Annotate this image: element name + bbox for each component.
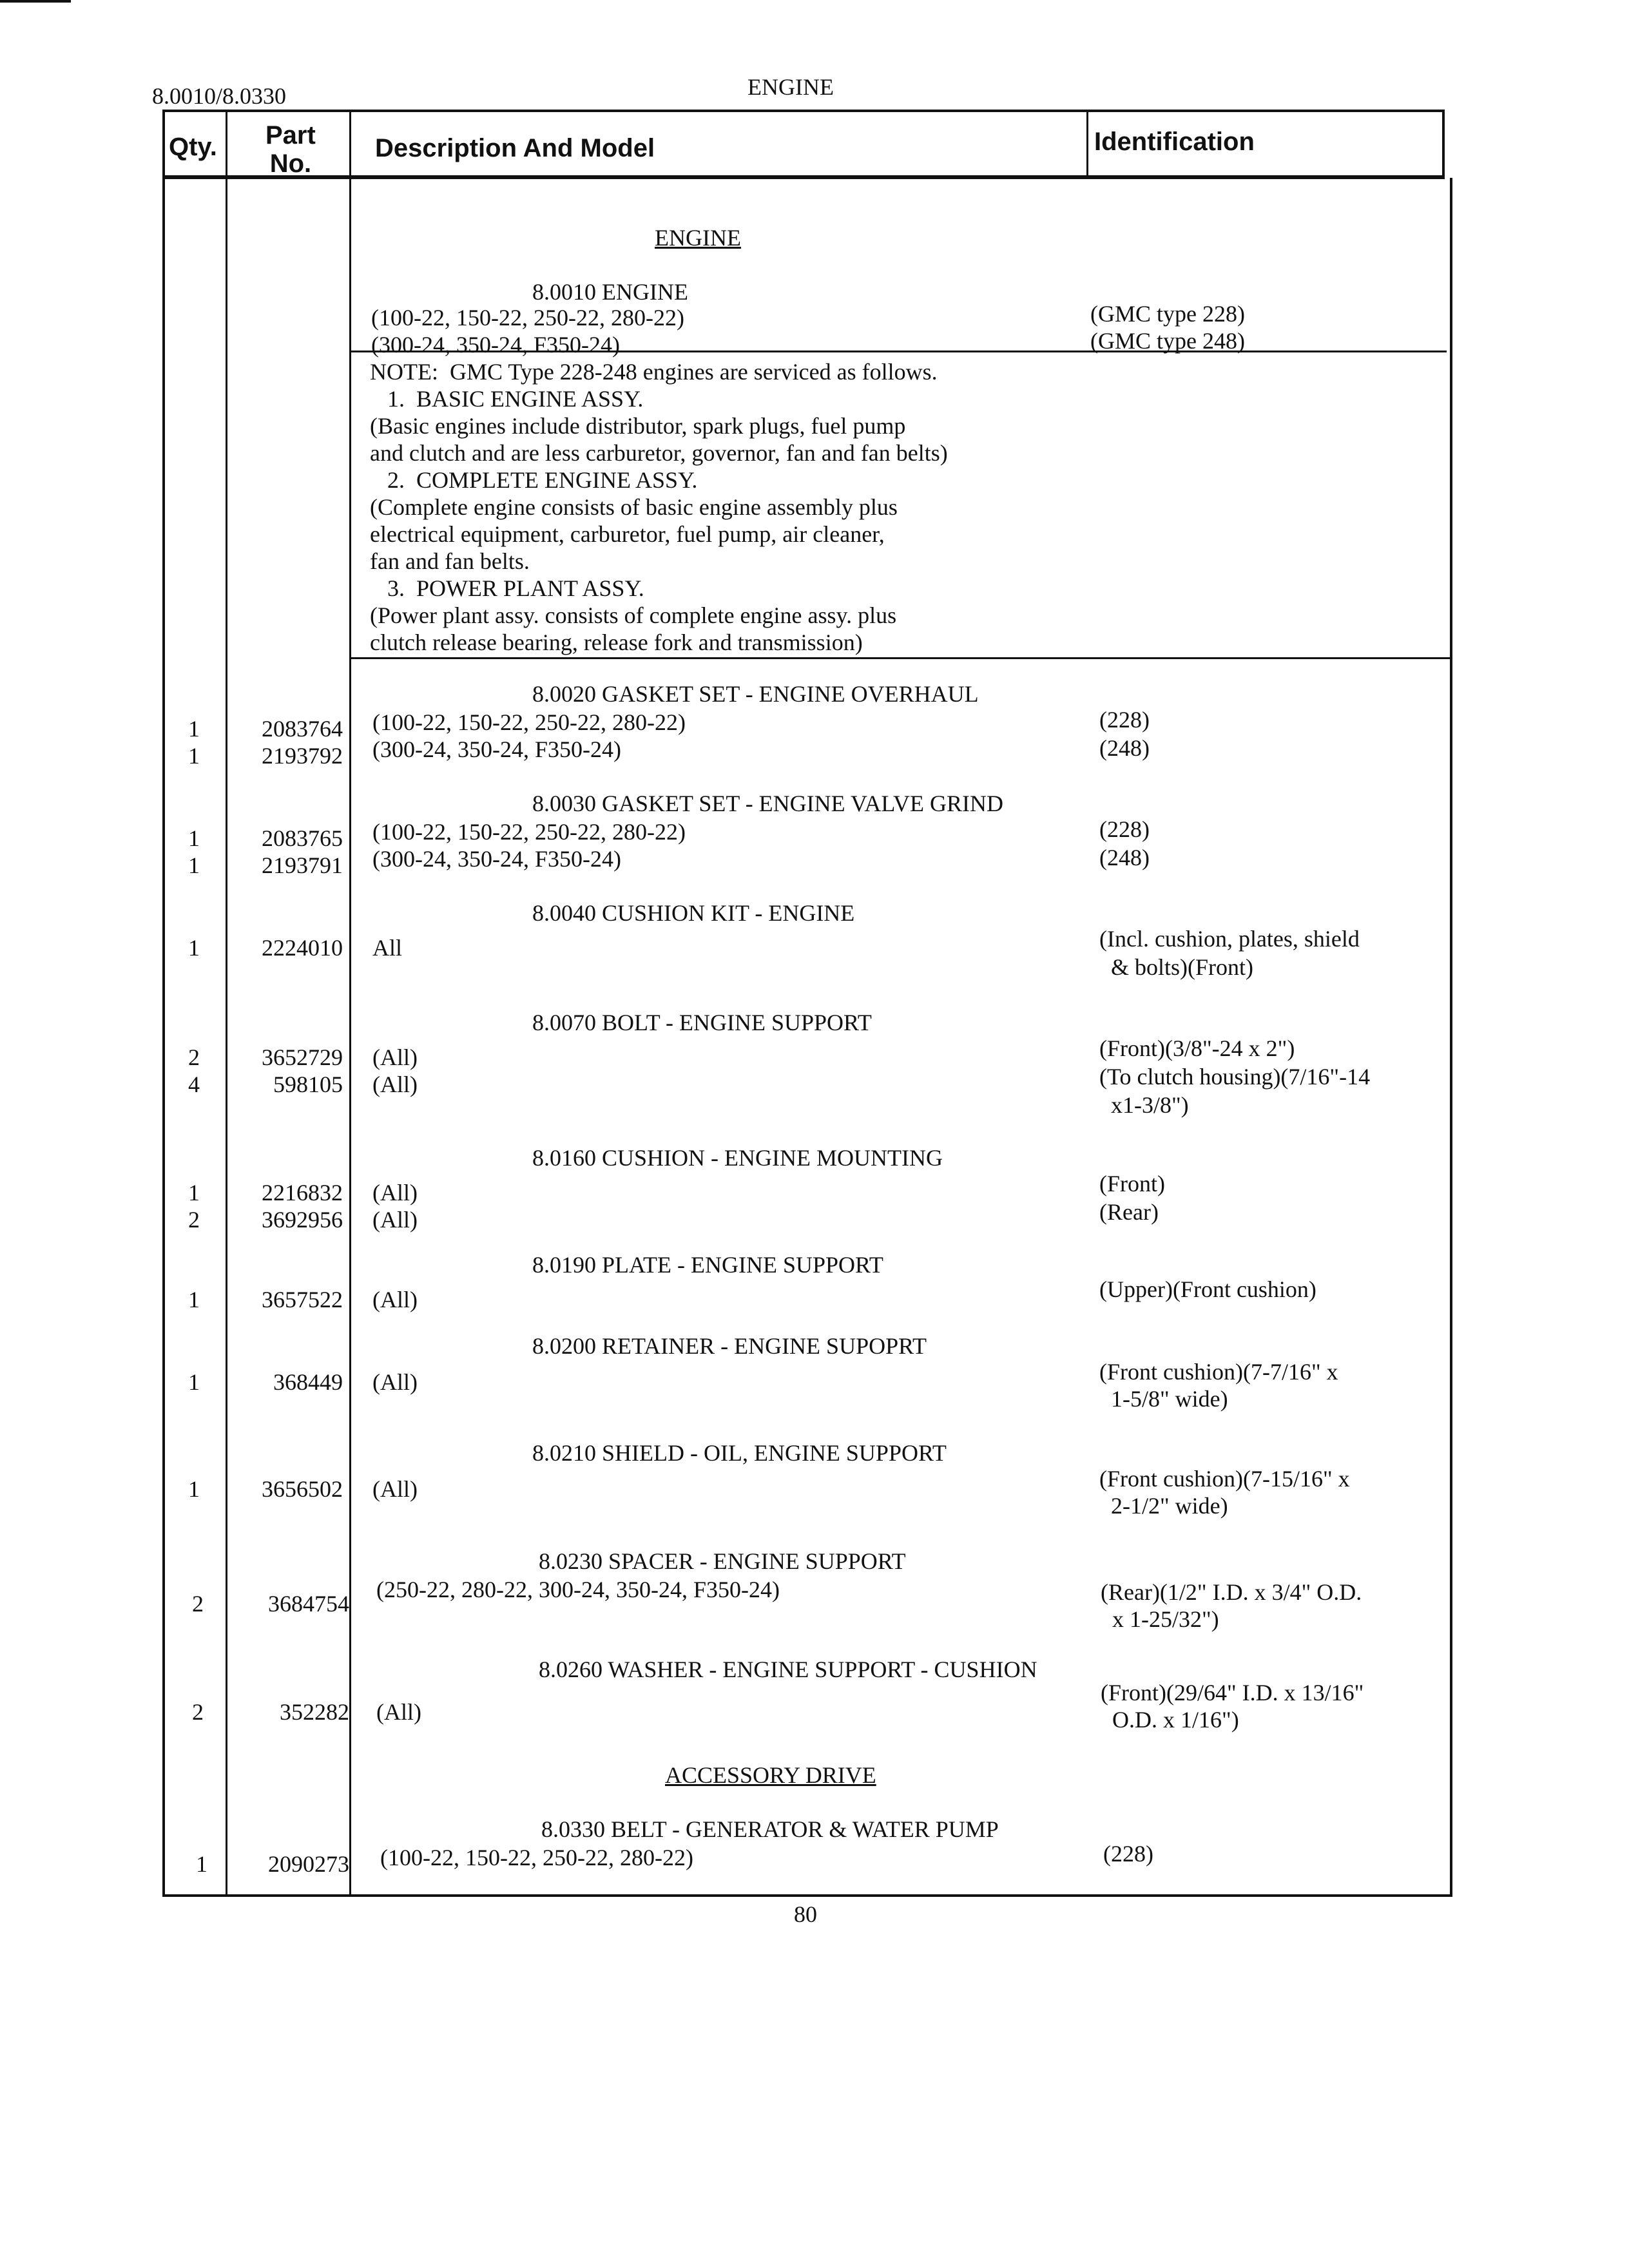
- row-qty: 2: [188, 1044, 200, 1070]
- row-qty: 1: [188, 1369, 200, 1395]
- row-description: (All): [372, 1072, 418, 1097]
- ident-header-divider: [1086, 110, 1088, 177]
- row-part-no: 3656502: [262, 1476, 343, 1502]
- row-description: (All): [372, 1044, 418, 1070]
- row-identification: (228): [1099, 816, 1150, 842]
- row-part-no: 3652729: [262, 1044, 343, 1070]
- section-heading-accessory-drive: ACCESSORY DRIVE: [665, 1762, 876, 1788]
- group-title: 8.0200 RETAINER - ENGINE SUPOPRT: [532, 1333, 927, 1359]
- table-top-border: [162, 110, 1445, 112]
- row-part-no: 2090273: [268, 1851, 349, 1877]
- group-title: 8.0160 CUSHION - ENGINE MOUNTING: [532, 1145, 943, 1171]
- table-right-border: [1450, 178, 1452, 1897]
- group-title: 8.0030 GASKET SET - ENGINE VALVE GRIND: [532, 791, 1004, 816]
- part-no-column-header: Part No.: [265, 121, 316, 178]
- row-qty: 2: [188, 1207, 200, 1233]
- note-line: (Power plant assy. consists of complete engine assy. plus: [370, 602, 897, 628]
- row-description: (All): [372, 1369, 418, 1395]
- note-line: and clutch and are less carburetor, governor, fan and fan belts): [370, 440, 948, 466]
- row-identification: (Rear)(1/2" I.D. x 3/4" O.D.: [1101, 1579, 1362, 1605]
- row-identification: (Rear): [1099, 1199, 1159, 1225]
- row-description: (100-22, 150-22, 250-22, 280-22): [380, 1845, 693, 1870]
- row-identification: (248): [1099, 845, 1150, 870]
- qty-column-divider: [226, 110, 227, 1897]
- row-identification: (248): [1099, 735, 1150, 761]
- group-title: 8.0230 SPACER - ENGINE SUPPORT: [539, 1548, 906, 1574]
- row-qty: 1: [188, 1476, 200, 1502]
- table-bottom-border: [162, 1894, 1452, 1897]
- note-line: electrical equipment, carburetor, fuel pump, air cleaner,: [370, 521, 885, 547]
- row-qty: 1: [188, 1180, 200, 1206]
- engine-model-248: (300-24, 350-24, F350-24): [371, 332, 620, 358]
- row-part-no: 352282: [280, 1699, 349, 1725]
- row-identification-cont: & bolts)(Front): [1099, 954, 1253, 980]
- group-title: 8.0190 PLATE - ENGINE SUPPORT: [532, 1252, 883, 1278]
- row-part-no: 2216832: [262, 1180, 343, 1206]
- group-title: 8.0020 GASKET SET - ENGINE OVERHAUL: [532, 681, 979, 707]
- row-qty: 1: [188, 825, 200, 851]
- row-identification-cont: x1-3/8"): [1099, 1092, 1189, 1118]
- page-number: 80: [794, 1901, 817, 1927]
- qty-column-header: Qty.: [169, 133, 217, 161]
- row-part-no: 2193792: [262, 743, 343, 769]
- section-heading-engine: ENGINE: [655, 225, 741, 251]
- row-identification: (Front)(3/8"-24 x 2"): [1099, 1035, 1295, 1061]
- row-qty: 1: [188, 935, 200, 961]
- row-description: (All): [372, 1287, 418, 1312]
- row-qty: 1: [188, 716, 200, 742]
- group-title: 8.0010 ENGINE: [532, 279, 688, 305]
- row-identification-cont: 1-5/8" wide): [1099, 1386, 1228, 1412]
- row-identification: (Upper)(Front cushion): [1099, 1276, 1316, 1302]
- identification-column-header: Identification: [1094, 128, 1255, 156]
- row-identification: (Front): [1099, 1171, 1165, 1196]
- row-identification-cont: x 1-25/32"): [1101, 1606, 1219, 1632]
- row-qty: 1: [196, 1851, 207, 1877]
- engine-model-248-id: (GMC type 248): [1090, 328, 1245, 354]
- note-line: 2. COMPLETE ENGINE ASSY.: [370, 467, 698, 493]
- group-title: 8.0210 SHIELD - OIL, ENGINE SUPPORT: [532, 1440, 947, 1466]
- row-identification-cont: O.D. x 1/16"): [1101, 1707, 1239, 1733]
- note-line: (Basic engines include distributor, spark plugs, fuel pump: [370, 413, 906, 439]
- row-identification: (228): [1103, 1841, 1153, 1867]
- row-description: (100-22, 150-22, 250-22, 280-22): [372, 709, 686, 735]
- row-qty: 1: [188, 1287, 200, 1312]
- row-part-no: 3684754: [268, 1591, 349, 1617]
- table-left-border: [162, 110, 165, 1897]
- page-section-title: ENGINE: [747, 74, 834, 100]
- row-qty: 4: [188, 1072, 200, 1097]
- row-identification: (Front cushion)(7-15/16" x: [1099, 1466, 1350, 1492]
- scan-mark: [0, 0, 71, 3]
- table-right-border-upper: [1442, 110, 1445, 179]
- group-title: 8.0330 BELT - GENERATOR & WATER PUMP: [541, 1816, 999, 1842]
- row-identification: (Front cushion)(7-7/16" x: [1099, 1359, 1338, 1385]
- row-identification: (Incl. cushion, plates, shield: [1099, 926, 1360, 952]
- row-identification: (To clutch housing)(7/16"-14: [1099, 1064, 1371, 1090]
- row-part-no: 3692956: [262, 1207, 343, 1233]
- row-qty: 2: [192, 1591, 204, 1617]
- row-description: (300-24, 350-24, F350-24): [372, 736, 621, 762]
- note-line: NOTE: GMC Type 228-248 engines are serviced as follows.: [370, 359, 938, 385]
- description-column-header: Description And Model: [375, 134, 655, 162]
- group-title: 8.0070 BOLT - ENGINE SUPPORT: [532, 1010, 872, 1035]
- note-line: fan and fan belts.: [370, 548, 530, 574]
- row-identification-cont: 2-1/2" wide): [1099, 1493, 1228, 1519]
- row-identification: (Front)(29/64" I.D. x 13/16": [1101, 1680, 1364, 1706]
- row-part-no: 2083765: [262, 825, 343, 851]
- note-line: 3. POWER PLANT ASSY.: [370, 575, 644, 601]
- row-part-no: 2083764: [262, 716, 343, 742]
- engine-model-228-id: (GMC type 228): [1090, 301, 1245, 327]
- table-header-divider: [162, 175, 1445, 179]
- row-qty: 2: [192, 1699, 204, 1725]
- group-title: 8.0260 WASHER - ENGINE SUPPORT - CUSHION: [539, 1657, 1037, 1682]
- row-qty: 1: [188, 852, 200, 878]
- row-description: (All): [372, 1207, 418, 1233]
- row-part-no: 3657522: [262, 1287, 343, 1312]
- row-part-no: 2224010: [262, 935, 343, 961]
- row-description: (All): [372, 1180, 418, 1206]
- row-identification: (228): [1099, 707, 1150, 733]
- note-line: (Complete engine consists of basic engine assembly plus: [370, 494, 898, 520]
- row-description: (All): [372, 1476, 418, 1502]
- row-description: All: [372, 935, 403, 961]
- row-qty: 1: [188, 743, 200, 769]
- row-description: (250-22, 280-22, 300-24, 350-24, F350-24): [376, 1577, 780, 1602]
- page-code-ref: 8.0010/8.0330: [152, 83, 287, 109]
- note-line: clutch release bearing, release fork and transmission): [370, 629, 863, 655]
- row-description: (All): [376, 1699, 421, 1725]
- engine-model-228: (100-22, 150-22, 250-22, 280-22): [371, 305, 684, 331]
- note-box-bottom: [351, 657, 1450, 659]
- row-description: (300-24, 350-24, F350-24): [372, 846, 621, 872]
- row-description: (100-22, 150-22, 250-22, 280-22): [372, 819, 686, 845]
- group-title: 8.0040 CUSHION KIT - ENGINE: [532, 900, 855, 926]
- row-part-no: 598105: [273, 1072, 343, 1097]
- note-line: 1. BASIC ENGINE ASSY.: [370, 386, 644, 412]
- row-part-no: 2193791: [262, 852, 343, 878]
- row-part-no: 368449: [273, 1369, 343, 1395]
- part-column-divider: [349, 110, 351, 1897]
